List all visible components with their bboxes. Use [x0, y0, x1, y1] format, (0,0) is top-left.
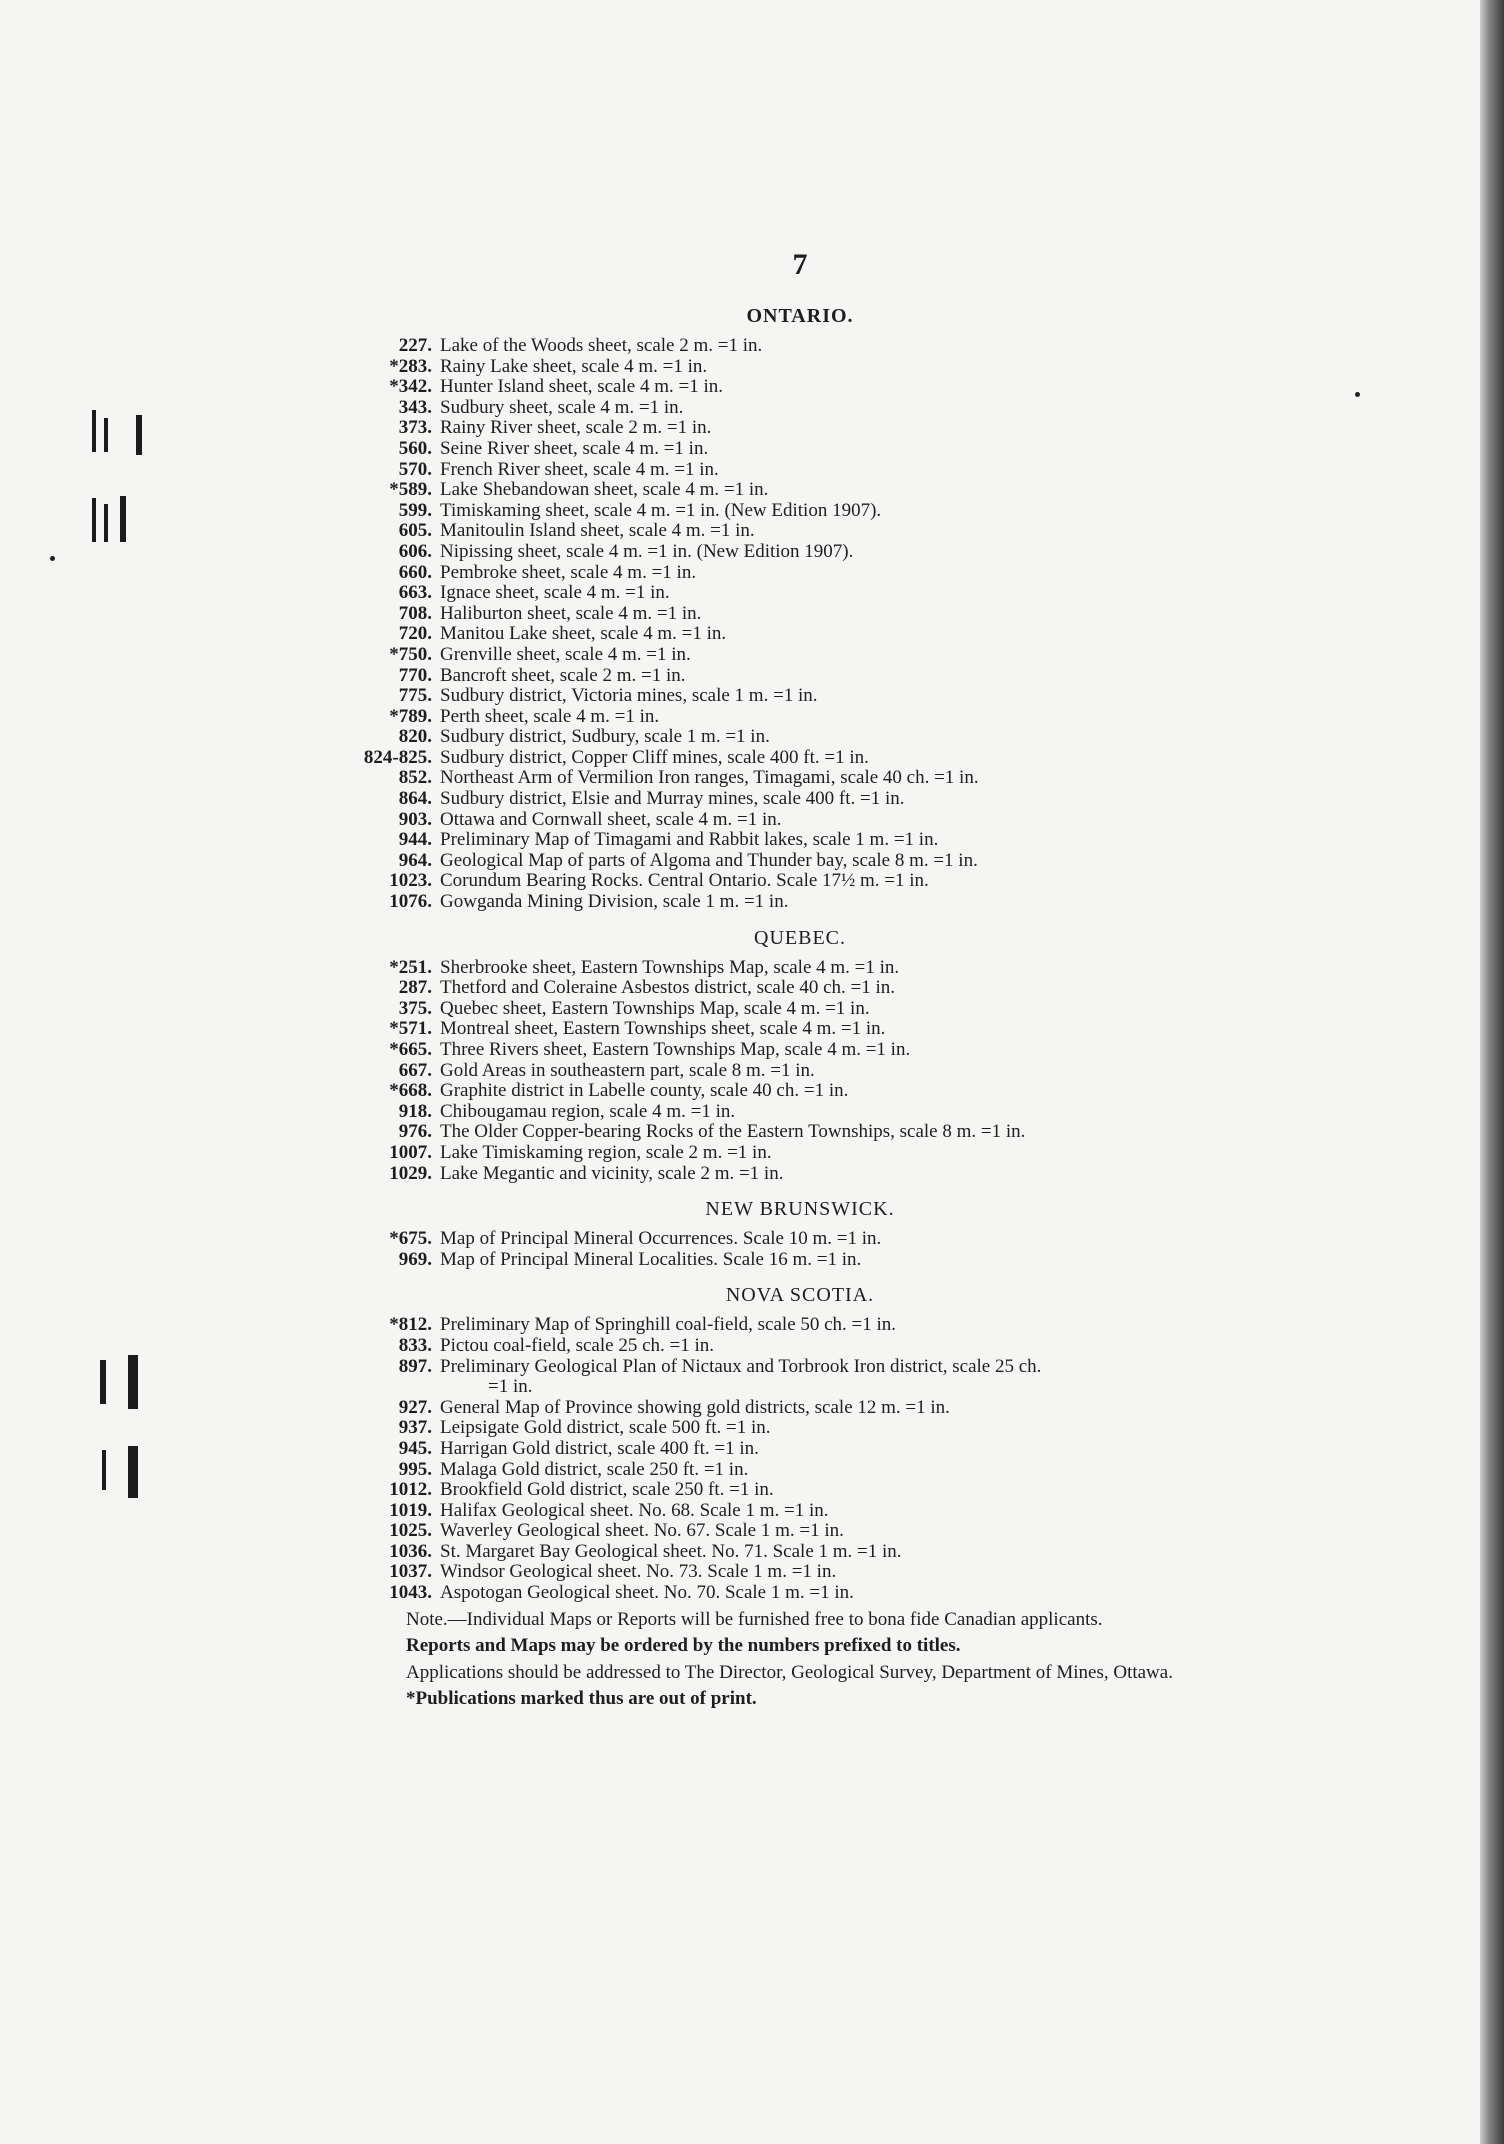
map-title-continuation: =1 in.: [488, 1376, 533, 1398]
map-title: Corundum Bearing Rocks. Central Ontario. Scale 17½ m. =1 in.: [440, 870, 929, 892]
map-entry: [360, 1439, 1240, 1460]
margin-mark: [120, 496, 126, 542]
map-title: Malaga Gold district, scale 250 ft. =1 in.: [440, 1458, 749, 1480]
map-number: 1012.: [389, 1479, 432, 1501]
map-number: *251.: [389, 956, 432, 978]
map-number: 1025.: [389, 1520, 432, 1542]
map-entry: [360, 624, 1240, 645]
map-number: 1043.: [389, 1582, 432, 1604]
map-entry: [360, 1583, 1240, 1604]
map-entry: [360, 1122, 1240, 1143]
map-title: Sudbury district, Copper Cliff mines, scale 400 ft. =1 in.: [440, 746, 869, 768]
map-title: Grenville sheet, scale 4 m. =1 in.: [440, 643, 691, 665]
map-entry: [360, 542, 1240, 563]
map-entry: [360, 768, 1240, 789]
map-number: *283.: [389, 355, 432, 377]
map-number: 1036.: [389, 1540, 432, 1562]
map-entry: [360, 336, 1240, 357]
map-title: Chibougamau region, scale 4 m. =1 in.: [440, 1100, 736, 1122]
map-title: Sudbury sheet, scale 4 m. =1 in.: [440, 396, 684, 418]
map-entry: [360, 439, 1240, 460]
map-title: Preliminary Map of Springhill coal-field, scale 50 ch. =1 in.: [440, 1314, 897, 1336]
margin-mark: [100, 1360, 106, 1404]
map-number: 852.: [398, 767, 432, 789]
map-title: Sherbrooke sheet, Eastern Townships Map, scale 4 m. =1 in.: [440, 956, 900, 978]
map-number: 287.: [398, 977, 432, 999]
map-number: 927.: [398, 1396, 432, 1418]
map-title: Quebec sheet, Eastern Townships Map, scale 4 m. =1 in.: [440, 997, 870, 1019]
map-number: 918.: [398, 1100, 432, 1122]
margin-mark: [92, 498, 96, 542]
note-line: Note.—Individual Maps or Reports will be furnished free to bona fide Canadian applicants.: [406, 1608, 1103, 1630]
map-entry: [360, 1315, 1240, 1336]
map-number: *789.: [389, 705, 432, 727]
map-entry: [360, 958, 1240, 979]
map-title: Montreal sheet, Eastern Townships sheet, scale 4 m. =1 in.: [440, 1018, 886, 1040]
map-number: 599.: [398, 499, 432, 521]
map-number: 1007.: [389, 1141, 432, 1163]
map-title: Geological Map of parts of Algoma and Thunder bay, scale 8 m. =1 in.: [440, 849, 978, 871]
map-entry: [360, 398, 1240, 419]
map-entry: [360, 707, 1240, 728]
map-entry: [360, 1418, 1240, 1439]
map-title: Manitoulin Island sheet, scale 4 m. =1 in.: [440, 520, 755, 542]
map-number: 937.: [398, 1417, 432, 1439]
map-title: Manitou Lake sheet, scale 4 m. =1 in.: [440, 623, 727, 645]
map-number: *812.: [389, 1314, 432, 1336]
margin-mark: [102, 1450, 106, 1490]
map-title: Map of Principal Mineral Localities. Scale 16 m. =1 in.: [440, 1248, 862, 1270]
map-entry: [360, 810, 1240, 831]
map-entry: [360, 748, 1240, 769]
map-entry: [360, 521, 1240, 542]
margin-dot: [1355, 392, 1360, 397]
map-title: Rainy River sheet, scale 2 m. =1 in.: [440, 417, 712, 439]
map-number: 343.: [398, 396, 432, 418]
map-number: 964.: [398, 849, 432, 871]
map-title: Ottawa and Cornwall sheet, scale 4 m. =1 in.: [440, 808, 782, 830]
map-title: Three Rivers sheet, Eastern Townships Map, scale 4 m. =1 in.: [440, 1039, 911, 1060]
map-entry: [360, 377, 1240, 398]
map-number: *589.: [389, 479, 432, 501]
map-number: 944.: [398, 829, 432, 851]
map-entry: [360, 1102, 1240, 1123]
map-number: 605.: [398, 520, 432, 542]
map-entry: [360, 1164, 1240, 1185]
margin-dot: [50, 556, 55, 561]
margin-mark: [128, 1446, 138, 1498]
map-number: 667.: [398, 1059, 432, 1081]
map-title: Sudbury district, Elsie and Murray mines, scale 400 ft. =1 in.: [440, 788, 905, 810]
map-title: Aspotogan Geological sheet. No. 70. Scale 1 m. =1 in.: [440, 1582, 854, 1604]
map-title: Gold Areas in southeastern part, scale 8 m. =1 in.: [440, 1059, 815, 1081]
note-line: Applications should be addressed to The Director, Geological Survey, Department of Mines, Ottawa.: [406, 1661, 1173, 1683]
map-number: 720.: [398, 623, 432, 645]
map-entry: [360, 686, 1240, 707]
map-title: Seine River sheet, scale 4 m. =1 in.: [440, 437, 709, 459]
map-number: 820.: [398, 726, 432, 748]
map-entry: [360, 501, 1240, 522]
map-number: *342.: [389, 376, 432, 398]
map-title: Halifax Geological sheet. No. 68. Scale 1 m. =1 in.: [440, 1499, 829, 1521]
margin-mark: [104, 418, 108, 452]
map-title: Rainy Lake sheet, scale 4 m. =1 in.: [440, 355, 708, 377]
map-title: Timiskaming sheet, scale 4 m. =1 in. (New Edition 1907).: [440, 499, 882, 521]
map-title: The Older Copper-bearing Rocks of the Eastern Townships, scale 8 m. =1 in.: [440, 1121, 1026, 1143]
map-entry: [360, 666, 1240, 687]
map-number: 833.: [398, 1334, 432, 1356]
map-number: 375.: [398, 997, 432, 1019]
map-title: Map of Principal Mineral Occurrences. Scale 10 m. =1 in.: [440, 1228, 882, 1250]
map-title: Windsor Geological sheet. No. 73. Scale 1 m. =1 in.: [440, 1561, 837, 1583]
map-title: Bancroft sheet, scale 2 m. =1 in.: [440, 664, 686, 686]
map-entry: [360, 357, 1240, 378]
map-entry: [360, 1480, 1240, 1501]
map-entry: [360, 1521, 1240, 1542]
map-entry: [360, 999, 1240, 1020]
page-edge-shadow: [1480, 0, 1504, 2144]
map-entry: [360, 1336, 1240, 1357]
map-number: 1029.: [389, 1162, 432, 1184]
map-number: 660.: [398, 561, 432, 583]
map-entry: [360, 1019, 1240, 1040]
map-entry: [360, 830, 1240, 851]
map-entry: [360, 563, 1240, 584]
map-entry: [360, 1040, 1240, 1061]
map-title: Sudbury district, Victoria mines, scale 1 m. =1 in.: [440, 685, 818, 707]
map-number: 897.: [398, 1355, 432, 1377]
map-number: 864.: [398, 788, 432, 810]
map-entry: [360, 1460, 1240, 1481]
map-title: Preliminary Geological Plan of Nictaux and Torbrook Iron district, scale 25 ch.: [440, 1355, 1042, 1377]
map-entry: [360, 851, 1240, 872]
map-title: St. Margaret Bay Geological sheet. No. 71. Scale 1 m. =1 in.: [440, 1540, 902, 1562]
map-entry: [360, 480, 1240, 501]
note-line: *Publications marked thus are out of print.: [406, 1688, 757, 1710]
map-title: Graphite district in Labelle county, scale 40 ch. =1 in.: [440, 1080, 849, 1102]
map-title: Hunter Island sheet, scale 4 m. =1 in.: [440, 376, 723, 398]
map-title: Sudbury district, Sudbury, scale 1 m. =1 in.: [440, 726, 770, 748]
map-entry: [360, 604, 1240, 625]
map-title: Pembroke sheet, scale 4 m. =1 in.: [440, 561, 697, 583]
map-title: Thetford and Coleraine Asbestos district, scale 40 ch. =1 in.: [440, 977, 895, 999]
margin-mark: [128, 1355, 138, 1409]
map-number: 969.: [398, 1248, 432, 1270]
map-entry: [360, 892, 1240, 913]
map-number: 570.: [398, 458, 432, 480]
map-entry: [360, 460, 1240, 481]
map-number: 903.: [398, 808, 432, 830]
map-number: *571.: [389, 1018, 432, 1040]
margin-mark: [104, 504, 108, 542]
map-entry: [360, 418, 1240, 439]
map-entry: [360, 1357, 1240, 1378]
map-number: *665.: [389, 1039, 432, 1060]
map-title: General Map of Province showing gold districts, scale 12 m. =1 in.: [440, 1396, 950, 1418]
map-entry: [360, 1542, 1240, 1563]
map-entry: [360, 645, 1240, 666]
map-number: 663.: [398, 582, 432, 604]
page-number: 7: [792, 248, 808, 281]
map-title: Lake of the Woods sheet, scale 2 m. =1 in.: [440, 335, 763, 356]
map-title: Lake Timiskaming region, scale 2 m. =1 in.: [440, 1141, 772, 1163]
map-entry: [360, 727, 1240, 748]
map-entry: [360, 1398, 1240, 1419]
section-title: NOVA SCOTIA.: [725, 1284, 875, 1307]
map-number: *675.: [389, 1228, 432, 1250]
map-title: Ignace sheet, scale 4 m. =1 in.: [440, 582, 670, 604]
map-entry: [360, 1143, 1240, 1164]
map-number: *750.: [389, 643, 432, 665]
map-entry: [360, 978, 1240, 999]
margin-mark: [92, 410, 96, 452]
map-entry: [360, 789, 1240, 810]
map-entry: [360, 583, 1240, 604]
map-title: Gowganda Mining Division, scale 1 m. =1 in.: [440, 891, 789, 913]
map-number: 708.: [398, 602, 432, 624]
map-number: 995.: [398, 1458, 432, 1480]
map-number: 770.: [398, 664, 432, 686]
map-title: Leipsigate Gold district, scale 500 ft. =1 in.: [440, 1417, 771, 1439]
section-title: NEW BRUNSWICK.: [705, 1198, 895, 1221]
section-title: ONTARIO.: [746, 305, 854, 327]
map-title: Pictou coal-field, scale 25 ch. =1 in.: [440, 1334, 714, 1356]
map-number: 824-825.: [363, 746, 432, 768]
map-entry: [360, 1250, 1240, 1271]
map-entry: [360, 1229, 1240, 1250]
map-title: Nipissing sheet, scale 4 m. =1 in. (New Edition 1907).: [440, 540, 854, 562]
map-title: Haliburton sheet, scale 4 m. =1 in.: [440, 602, 702, 624]
map-number: 976.: [398, 1121, 432, 1143]
map-number: *668.: [389, 1080, 432, 1102]
map-list: [360, 305, 1240, 1710]
map-number: 775.: [398, 685, 432, 707]
map-title: Lake Shebandowan sheet, scale 4 m. =1 in.: [440, 479, 769, 501]
map-entry: [360, 1081, 1240, 1102]
map-title: Brookfield Gold district, scale 250 ft. =1 in.: [440, 1479, 774, 1501]
map-number: 1037.: [389, 1561, 432, 1583]
map-title: Waverley Geological sheet. No. 67. Scale 1 m. =1 in.: [440, 1520, 844, 1542]
map-entry: [360, 1061, 1240, 1082]
map-entry: [360, 1501, 1240, 1522]
map-title: Lake Megantic and vicinity, scale 2 m. =1 in.: [440, 1162, 784, 1184]
map-number: 1076.: [389, 891, 432, 913]
map-number: 227.: [398, 335, 432, 356]
map-number: 1023.: [389, 870, 432, 892]
map-title: Harrigan Gold district, scale 400 ft. =1 in.: [440, 1437, 759, 1459]
margin-mark: [136, 415, 142, 455]
note-line: Reports and Maps may be ordered by the numbers prefixed to titles.: [406, 1635, 961, 1657]
map-entry: [360, 871, 1240, 892]
map-title: Perth sheet, scale 4 m. =1 in.: [440, 705, 660, 727]
map-number: 1019.: [389, 1499, 432, 1521]
map-number: 560.: [398, 437, 432, 459]
section-title: QUEBEC.: [754, 926, 846, 949]
map-title: French River sheet, scale 4 m. =1 in.: [440, 458, 719, 480]
map-title: Preliminary Map of Timagami and Rabbit lakes, scale 1 m. =1 in.: [440, 829, 939, 851]
map-number: 945.: [398, 1437, 432, 1459]
map-title: Northeast Arm of Vermilion Iron ranges, Timagami, scale 40 ch. =1 in.: [440, 767, 979, 789]
map-number: 606.: [398, 540, 432, 562]
map-number: 373.: [398, 417, 432, 439]
map-entry: [360, 1562, 1240, 1583]
